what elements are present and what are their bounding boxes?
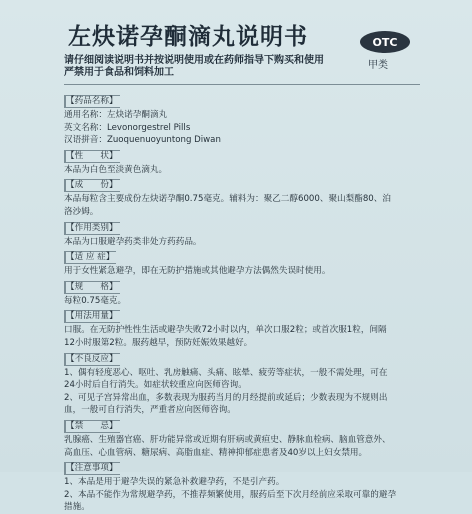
section-line: 通用名称：左炔诺孕酮滴丸 — [64, 110, 168, 120]
section-line: 措施。 — [64, 502, 90, 513]
document-title: 左炔诺孕酮滴丸说明书 — [68, 24, 308, 50]
section-line: 血，一般可自行消失，严重者应向医师咨询。 — [64, 405, 236, 416]
section-header: 【性 状】 — [66, 150, 118, 161]
section-line: 12小时服第2粒。服药越早，预防妊娠效果越好。 — [64, 337, 253, 348]
section-line: 本品每粒含主要成份左炔诺孕酮0.75毫克。辅料为：聚乙二醇6000、聚山梨酯80、泊 — [64, 194, 391, 205]
section-precautions — [64, 459, 426, 514]
section-line: 用于女性紧急避孕，即在无防护措施或其他避孕方法偶然失误时使用。 — [64, 266, 331, 277]
usage-notice — [64, 55, 364, 79]
section-specification — [64, 278, 426, 308]
section-line: 洛沙姆。 — [64, 206, 99, 217]
section-line: 每粒0.75毫克。 — [64, 295, 127, 306]
section-header: 【用法用量】 — [66, 311, 118, 322]
section-adverse-reactions — [64, 350, 426, 417]
section-contraindications — [64, 417, 426, 459]
notice-line: 请仔细阅读说明书并按说明使用或在药师指导下购买和使用 — [64, 55, 324, 66]
section-line: 英文名称：Levonorgestrel Pills — [64, 122, 191, 133]
section-header: 【注意事项】 — [66, 463, 118, 474]
notice-line: 严禁用于食品和饲料加工 — [64, 67, 174, 78]
otc-category: 甲类 — [368, 60, 388, 71]
divider — [64, 84, 420, 85]
section-line: 高血压、心血管病、糖尿病、高脂血症、精神抑郁症患者及40岁以上妇女禁用。 — [64, 447, 368, 458]
section-drug-name — [64, 92, 426, 147]
section-line: 2、本品不能作为常规避孕药，不推荐频繁使用，服药后至下次月经前应采取可靠的避孕 — [64, 489, 397, 500]
section-line: 本品为白色至淡黄色滴丸。 — [64, 164, 168, 175]
section-header: 【作用类别】 — [66, 222, 118, 233]
section-line: 24小时后自行消失。如症状较重应向医师咨询。 — [64, 380, 247, 391]
section-line: 1、偶有轻度恶心、呕吐、乳房触痛、头痛、眩晕、疲劳等症状，一般不需处理，可在 — [64, 367, 388, 378]
section-header: 【成 份】 — [66, 180, 118, 191]
section-header: 【药品名称】 — [66, 96, 118, 106]
section-dosage — [64, 307, 426, 349]
section-line: 乳腺癌、生殖器官癌、肝功能异常或近期有肝病或黄疸史、静脉血栓病、脑血管意外、 — [64, 434, 391, 445]
section-header: 【适 应 症】 — [66, 252, 115, 263]
section-header: 【禁 忌】 — [66, 420, 118, 431]
section-line: 口服。在无防护性性生活或避孕失败72小时以内，单次口服2粒；或首次服1粒，间隔 — [64, 325, 387, 336]
section-line: 本品为口服避孕药类非处方药药品。 — [64, 236, 202, 247]
section-appearance — [64, 147, 426, 177]
section-indications — [64, 248, 426, 278]
section-header: 【不良反应】 — [66, 353, 118, 364]
section-line: 1、本品是用于避孕失误的紧急补救避孕药，不是引产药。 — [64, 477, 285, 488]
section-line: 2、可见子宫异常出血，多数表现为服药当月的月经提前或延后；少数表现为不规则出 — [64, 392, 388, 403]
section-line: 汉语拼音：Zuoquenuoyuntong Diwan — [64, 135, 221, 146]
section-ingredients — [64, 176, 426, 218]
leaflet-content — [64, 92, 426, 514]
section-category — [64, 219, 426, 249]
section-header: 【规 格】 — [66, 281, 118, 292]
otc-badge: OTC — [360, 31, 410, 53]
